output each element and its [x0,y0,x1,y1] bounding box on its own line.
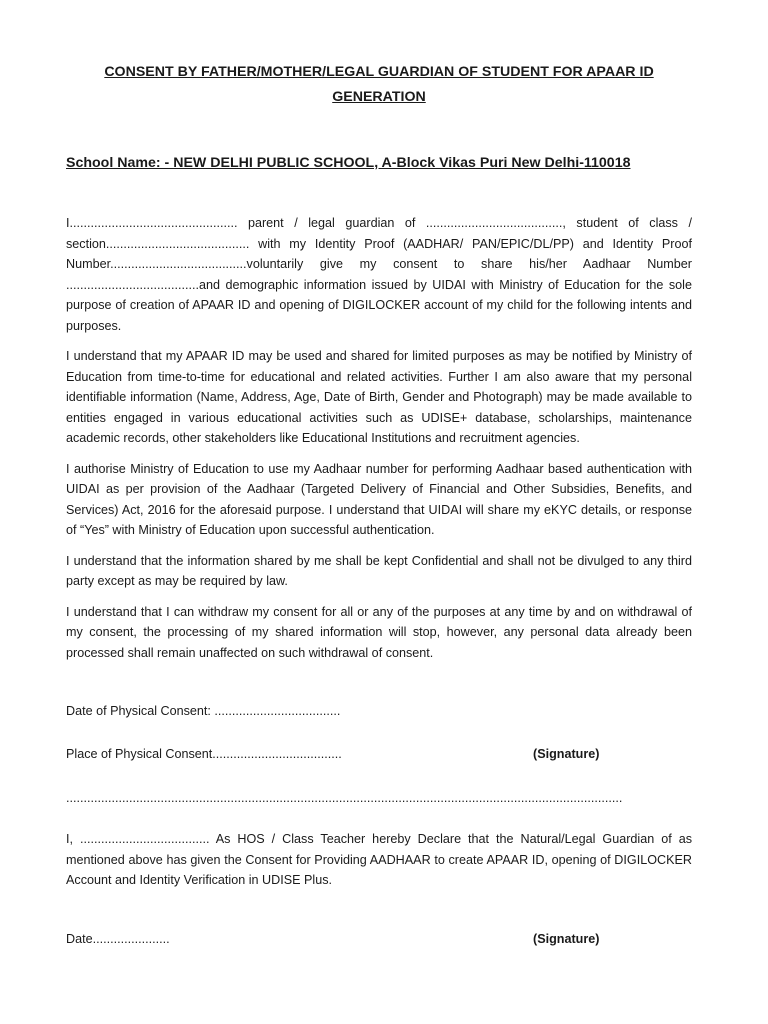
document-title [66,60,692,109]
consent-paragraph-5: I understand that I can withdraw my consent for all or any of the purposes at any time by and on withdrawal of my consent, the processing of my shared information will stop, however, any personal data already been processed shall remain unaffected on such withdrawal of consent. [66,604,692,660]
hos-date-label: Date...................... [66,931,170,946]
date-of-consent-line [66,704,692,718]
date-of-consent-label: Date of Physical Consent: .................................... [66,704,341,718]
hos-date-line [66,932,692,946]
place-of-consent-label: Place of Physical Consent..................................... [66,747,342,761]
consent-paragraph-4: I understand that the information shared by me shall be kept Confidential and shall not be divulged to any third party except as may be required by law. [66,553,692,588]
parent-signature-label: (Signature) [533,747,600,761]
title-line-2: GENERATION [332,88,426,105]
title-line-1: CONSENT BY FATHER/MOTHER/LEGAL GUARDIAN OF STUDENT FOR APAAR ID [104,64,654,80]
hos-signature-label: (Signature) [533,931,600,946]
school-name: School Name: - NEW DELHI PUBLIC SCHOOL, A-Block Vikas Puri New Delhi-110018 [66,155,631,171]
hos-declaration: I, ..................................... As HOS / Class Teacher hereby Declare that the Natural/Legal Guardian of as mentioned above has given the Consent for Providing AADHAAR to create APAAR ID, opening of DIGILOCKER Account and Identity Verification in UDISE Plus. [66,832,692,887]
consent-document [66,0,692,946]
consent-paragraph-1: I................................................ parent / legal guardian of ......................................., student of class / section......................................... with my Identity Proof (AADHAR/ PAN/EPIC/DL/PP) and Identity Proof Number.......................................voluntarily give my consent to share his/her Aadhaar Number ......................................and demographic information issued by UIDAI with Ministry of Education for the sole purpose of creation of APAAR ID and opening of DIGILOCKER account of my child for the following intents and purposes. [66,216,692,333]
separator-dotted-line: ............................................................................................................................................................... [66,791,623,805]
place-of-consent-line [66,747,692,761]
consent-paragraph-2: I understand that my APAAR ID may be used and shared for limited purposes as may be notified by Ministry of Education from time-to-time for educational and related activities. Further I am also aware that my personal identifiable information (Name, Address, Age, Date of Birth, Gender and Photograph) may be made available to entities engaged in various educational activities such as UDISE+ database, scholarships, maintenance academic records, other stakeholders like Educational Institutions and recruitment agencies. [66,349,692,445]
consent-paragraph-3: I authorise Ministry of Education to use my Aadhaar number for performing Aadhaar based authentication with UIDAI as per provision of the Aadhaar (Targeted Delivery of Financial and Other Subsidies, Benefits, and Services) Act, 2016 for the aforesaid purpose. I understand that UIDAI will share my eKYC details, or response of “Yes” with Ministry of Education upon successful authentication. [66,461,692,537]
